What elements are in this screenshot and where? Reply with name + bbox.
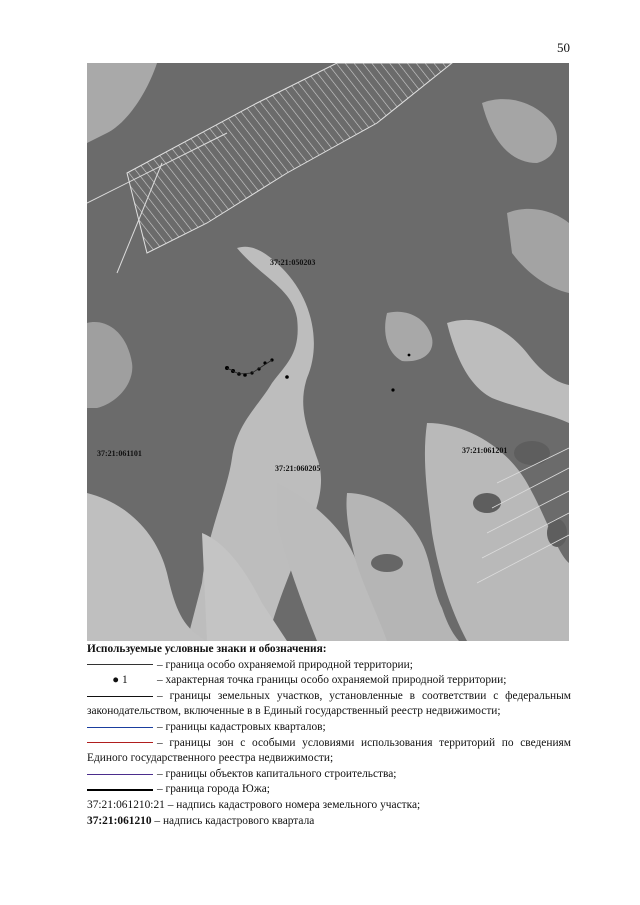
- quarter-label-west: 37:21:061101: [97, 449, 142, 458]
- legend-item-capital-construction-boundaries: [87, 767, 571, 783]
- boundary-point-icon: ● 1: [112, 674, 128, 687]
- legend-item-characteristic-point: [87, 673, 571, 689]
- legend-item-land-plot-boundaries: [87, 689, 571, 720]
- quarter-label-north: 37:21:050203: [270, 258, 316, 267]
- cadastral-quarter-line-icon: [87, 727, 153, 728]
- quarter-number-example: 37:21:061210: [87, 814, 152, 827]
- legend-item-text: – граница особо охраняемой природной территории;: [157, 658, 413, 671]
- legend-item-text: – границы объектов капитального строительства;: [157, 767, 397, 780]
- satellite-map[interactable]: [87, 63, 569, 641]
- plot-number-example: 37:21:061210:21: [87, 798, 165, 811]
- legend-item-quarter-number: [87, 814, 571, 830]
- legend-item-text: – границы зон с особыми условиями использования территорий по сведениям Единого государственного реестра недвижимости;: [87, 736, 571, 765]
- plot-number-text: – надпись кадастрового номера земельного участка;: [164, 798, 421, 811]
- legend-item-plot-number: [87, 798, 571, 814]
- page-number: 50: [557, 40, 570, 55]
- quarter-label-center: 37:21:060205: [275, 464, 321, 473]
- legend-item-special-zone-boundaries: [87, 736, 571, 767]
- legend-item-text: – границы земельных участков, установленные в соответствии с федеральным законодательством, включенные в в Единый государственный реестр недвижимости;: [87, 689, 571, 718]
- special-zone-line-icon: [87, 742, 153, 743]
- legend-item-cadastral-quarter-boundaries: [87, 720, 571, 736]
- legend-title: Используемые условные знаки и обозначения:: [87, 643, 327, 655]
- quarter-label-east: 37:21:061201: [462, 446, 508, 455]
- protected-boundary-line-icon: [87, 664, 153, 665]
- legend: [87, 642, 571, 829]
- legend-item-text: – характерная точка границы особо охраняемой природной территории;: [157, 674, 507, 687]
- city-boundary-line-icon: [87, 789, 153, 791]
- legend-item-text: – границы кадастровых кварталов;: [157, 720, 326, 733]
- quarter-number-text: – надпись кадастрового квартала: [151, 814, 315, 827]
- land-plot-line-icon: [87, 696, 153, 697]
- legend-item-protected-boundary: [87, 658, 571, 674]
- map-canvas: [87, 63, 569, 641]
- capital-construction-line-icon: [87, 774, 153, 775]
- legend-item-text: – граница города Южа;: [157, 783, 270, 796]
- legend-item-city-boundary: [87, 782, 571, 798]
